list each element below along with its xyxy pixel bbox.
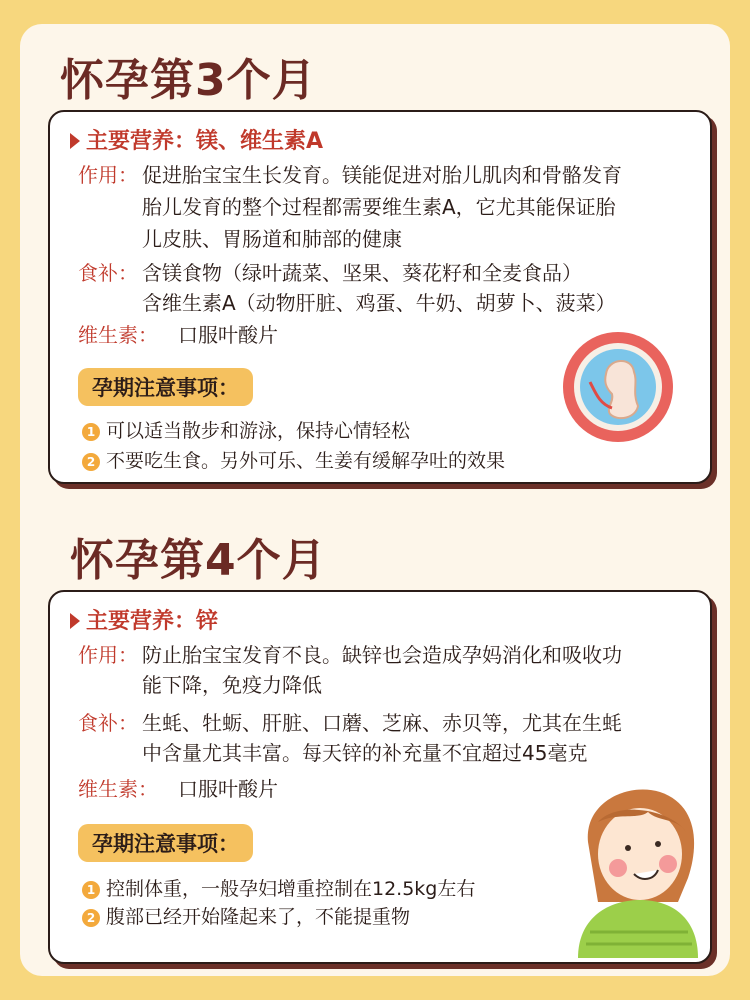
month3-nutrition-text: 主要营养：镁、维生素A [86, 129, 324, 154]
month3-vitamin-value: 口服叶酸片 [178, 323, 278, 347]
month4-nutrition-heading [70, 604, 218, 635]
month3-effect-line-2: 胎儿发育的整个过程都需要维生素A，它尤其能保证胎 [142, 195, 616, 219]
arrow-icon [70, 613, 80, 629]
month3-note-1: 1 可以适当散步和游泳，保持心情轻松 [82, 418, 410, 444]
month3-title: 怀孕第3个月 [60, 55, 317, 106]
number-1-icon: 1 [82, 423, 100, 441]
month4-vitamin-value: 口服叶酸片 [178, 777, 278, 801]
month4-food-label: 食补： [78, 711, 138, 735]
month4-vitamin-label: 维生素： [78, 777, 158, 801]
month4-food-line-2: 中含量尤其丰富。每天锌的补充量不宜超过45毫克 [142, 741, 588, 765]
month3-card [48, 110, 712, 484]
month3-food-label: 食补： [78, 261, 138, 285]
number-2-icon: 2 [82, 453, 100, 471]
month4-title: 怀孕第4个月 [70, 535, 327, 586]
month3-effect-label: 作用： [78, 163, 138, 187]
month4-notes-title: 孕期注意事项： [78, 824, 253, 862]
month3-food-line-1: 含镁食物（绿叶蔬菜、坚果、葵花籽和全麦食品） [142, 261, 582, 285]
month4-nutrition-text: 主要营养：锌 [86, 609, 219, 634]
month3-vitamin-label: 维生素： [78, 323, 158, 347]
month3-nutrition-heading [70, 124, 323, 155]
month4-food-line-1: 生蚝、牡蛎、肝脏、口蘑、芝麻、赤贝等，尤其在生蚝 [142, 711, 622, 735]
month3-food-line-2: 含维生素A（动物肝脏、鸡蛋、牛奶、胡萝卜、菠菜） [142, 291, 616, 315]
month4-effect-line-1: 防止胎宝宝发育不良。缺锌也会造成孕妈消化和吸收功 [142, 643, 622, 667]
month3-effect-line-3: 儿皮肤、胃肠道和肺部的健康 [142, 227, 402, 251]
month3-note-2: 2 不要吃生食。另外可乐、生姜有缓解孕吐的效果 [82, 448, 505, 474]
month4-card [48, 590, 712, 964]
arrow-icon [70, 133, 80, 149]
month4-note-2: 2 腹部已经开始隆起来了，不能提重物 [82, 904, 410, 930]
girl-illustration [568, 782, 708, 958]
number-1-icon: 1 [82, 881, 100, 899]
month4-effect-line-2: 能下降，免疫力降低 [142, 673, 322, 697]
month4-effect-label: 作用： [78, 643, 138, 667]
month3-effect-line-1: 促进胎宝宝生长发育。镁能促进对胎儿肌肉和骨骼发育 [142, 163, 622, 187]
fetus-illustration [560, 322, 680, 452]
month4-note-1: 1 控制体重，一般孕妇增重控制在12.5kg左右 [82, 876, 475, 902]
month3-notes-title: 孕期注意事项： [78, 368, 253, 406]
number-2-icon: 2 [82, 909, 100, 927]
